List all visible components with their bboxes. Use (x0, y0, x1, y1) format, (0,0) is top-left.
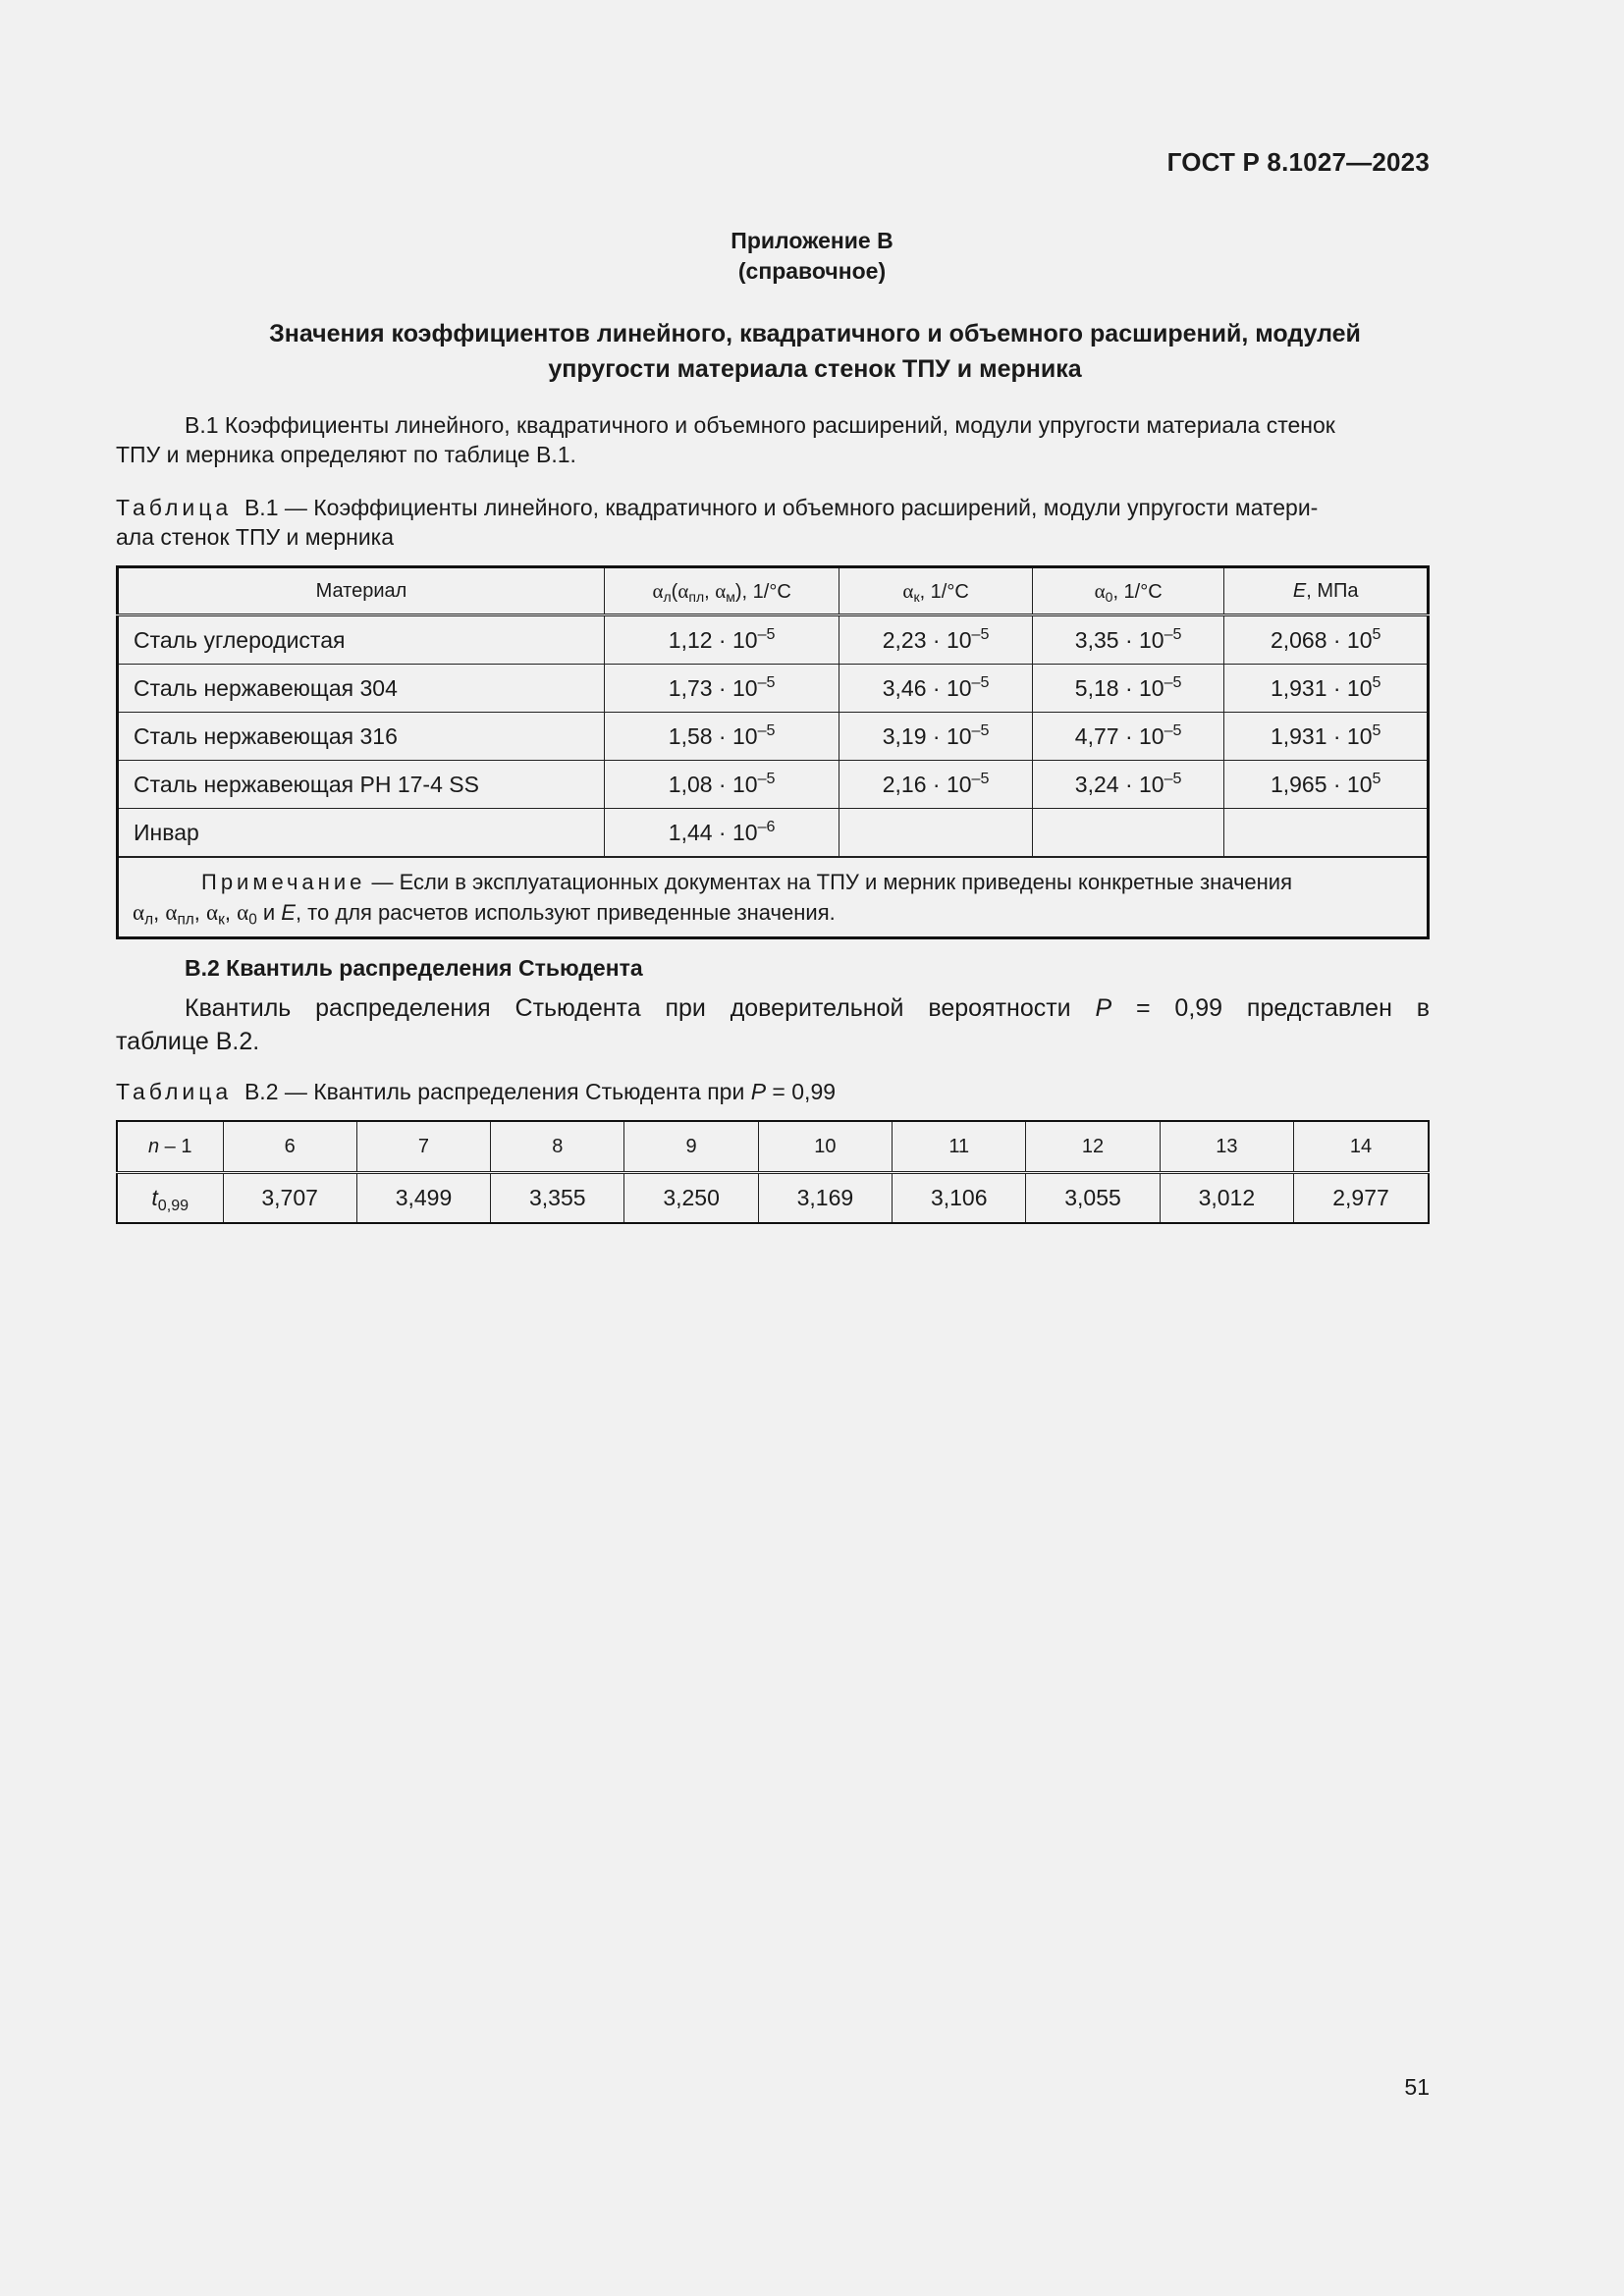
cell-n: 10 (758, 1121, 892, 1173)
paragraph-line: таблице В.2. (116, 1028, 260, 1055)
cell-material: Сталь нержавеющая 316 (118, 713, 605, 761)
annex-subtitle: (справочное) (737, 258, 887, 284)
cell-alpha-l: $1,12 \cdot 10^{-5}$ (604, 615, 839, 665)
cell-alpha-k (839, 809, 1033, 858)
cell-alpha-0: $5,18 \cdot 10^{-5}$ (1032, 665, 1224, 713)
cell-alpha-k: $3,46 \cdot 10^{-5}$ (839, 665, 1033, 713)
table2-caption (116, 1077, 1430, 1106)
cell-n: 12 (1026, 1121, 1160, 1173)
cell-material: Сталь углеродистая (118, 615, 605, 665)
cell-alpha-0 (1032, 809, 1224, 858)
cell-material: Сталь нержавеющая РН 17-4 SS (118, 761, 605, 809)
cell-modulus-e: $2,068 \cdot 10^5$ (1224, 615, 1429, 665)
cell-alpha-k: $2,23 \cdot 10^{-5}$ (839, 615, 1033, 665)
main-title-line1: Значения коэффициентов линейного, квадратичного и объемного расширений, модулей (269, 320, 1361, 347)
header-modulus-e: E, МПа (1224, 567, 1429, 615)
paragraph-line: В.1 Коэффициенты линейного, квадратичного и объемного расширений, модули упругости материала стенок (185, 412, 1335, 438)
cell-n: 7 (356, 1121, 490, 1173)
note-line (133, 868, 1413, 897)
cell-alpha-l: $1,08 \cdot 10^{-5}$ (604, 761, 839, 809)
cell-modulus-e: $1,965 \cdot 10^5$ (1224, 761, 1429, 809)
cell-t: 3,250 (624, 1173, 758, 1224)
cell-t: 3,355 (491, 1173, 624, 1224)
cell-modulus-e: $1,931 \cdot 10^5$ (1224, 665, 1429, 713)
cell-alpha-l: $1,44 \cdot 10^{-6}$ (604, 809, 839, 858)
section-b2-paragraph (116, 991, 1430, 1058)
cell-t: 3,707 (223, 1173, 356, 1224)
table-note (118, 857, 1429, 938)
section-b2-heading (116, 953, 1430, 983)
paragraph-line: Квантиль распределения Стьюдента при доверительной вероятности P = 0,99 представлен в (185, 994, 1430, 1022)
table-row (118, 713, 1429, 761)
cell-t: 3,055 (1026, 1173, 1160, 1224)
main-title (157, 316, 1473, 387)
table-b1 (116, 565, 1430, 939)
cell-modulus-e (1224, 809, 1429, 858)
caption-p: P (750, 1079, 767, 1104)
caption-text: В.1 — Коэффициенты линейного, квадратичного и объемного расширений, модули упругости матери- (244, 495, 1319, 520)
note-label: Примечание (201, 869, 366, 894)
table-header-row (118, 567, 1429, 615)
caption-text: В.2 — Квантиль распределения Стьюдента при (244, 1079, 751, 1104)
note-text: — Если в эксплуатационных документах на ТПУ и мерник приведены конкретные значения (365, 869, 1293, 894)
cell-alpha-k: $2,16 \cdot 10^{-5}$ (839, 761, 1033, 809)
cell-n: 9 (624, 1121, 758, 1173)
cell-material: Сталь нержавеющая 304 (118, 665, 605, 713)
page-number: 51 (1404, 2074, 1430, 2100)
table-row (118, 615, 1429, 665)
cell-n: 6 (223, 1121, 356, 1173)
cell-n: 13 (1160, 1121, 1293, 1173)
header-alpha-0: $\alpha_0$, 1/°С (1032, 567, 1224, 615)
header-material: Материал (118, 567, 605, 615)
cell-alpha-0: $4,77 \cdot 10^{-5}$ (1032, 713, 1224, 761)
cell-alpha-l: $1,73 \cdot 10^{-5}$ (604, 665, 839, 713)
row-label-t: $t_{0,99}$ (117, 1173, 223, 1224)
cell-alpha-0: $3,35 \cdot 10^{-5}$ (1032, 615, 1224, 665)
cell-t: 3,499 (356, 1173, 490, 1224)
caption-word: Таблица (116, 1079, 233, 1104)
header-alpha-k: $\alpha_к$, 1/°С (839, 567, 1033, 615)
table-b2 (116, 1120, 1430, 1224)
cell-t: 3,106 (893, 1173, 1026, 1224)
table-row-n (117, 1121, 1429, 1173)
cell-modulus-e: $1,931 \cdot 10^5$ (1224, 713, 1429, 761)
section-b1-paragraph (116, 410, 1430, 469)
header-alpha-l: $\alpha_л(\alpha_{пл}$, $\alpha_м$), 1/°С (604, 567, 839, 615)
cell-t: 2,977 (1294, 1173, 1430, 1224)
document-code: ГОСТ Р 8.1027—2023 (1166, 147, 1430, 177)
cell-alpha-k: $3,19 \cdot 10^{-5}$ (839, 713, 1033, 761)
table-row (118, 665, 1429, 713)
cell-alpha-0: $3,24 \cdot 10^{-5}$ (1032, 761, 1224, 809)
heading-text: В.2 Квантиль распределения Стьюдента (185, 955, 643, 981)
cell-t: 3,169 (758, 1173, 892, 1224)
table-row-t (117, 1173, 1429, 1224)
table-row (118, 809, 1429, 858)
table1-caption (116, 493, 1430, 552)
table-note-row (118, 857, 1429, 938)
annex-title: Приложение В (731, 228, 893, 253)
caption-word: Таблица (116, 495, 233, 520)
cell-n: 8 (491, 1121, 624, 1173)
note-line: $\alpha_л$, $\alpha_{пл}$, $\alpha_к$, $\alpha_0$ и E, то для расчетов используют приведенные значения. (133, 898, 836, 929)
annex-heading (0, 226, 1624, 287)
caption-line: ала стенок ТПУ и мерника (116, 524, 395, 550)
main-title-line2: упругости материала стенок ТПУ и мерника (548, 355, 1082, 383)
cell-alpha-l: $1,58 \cdot 10^{-5}$ (604, 713, 839, 761)
row-label-n: n – 1 (117, 1121, 223, 1173)
caption-end: = 0,99 (766, 1079, 837, 1104)
paragraph-line: ТПУ и мерника определяют по таблице В.1. (116, 442, 576, 467)
cell-n: 14 (1294, 1121, 1430, 1173)
caption-line (116, 493, 1430, 522)
table-row (118, 761, 1429, 809)
cell-material: Инвар (118, 809, 605, 858)
cell-t: 3,012 (1160, 1173, 1293, 1224)
cell-n: 11 (893, 1121, 1026, 1173)
